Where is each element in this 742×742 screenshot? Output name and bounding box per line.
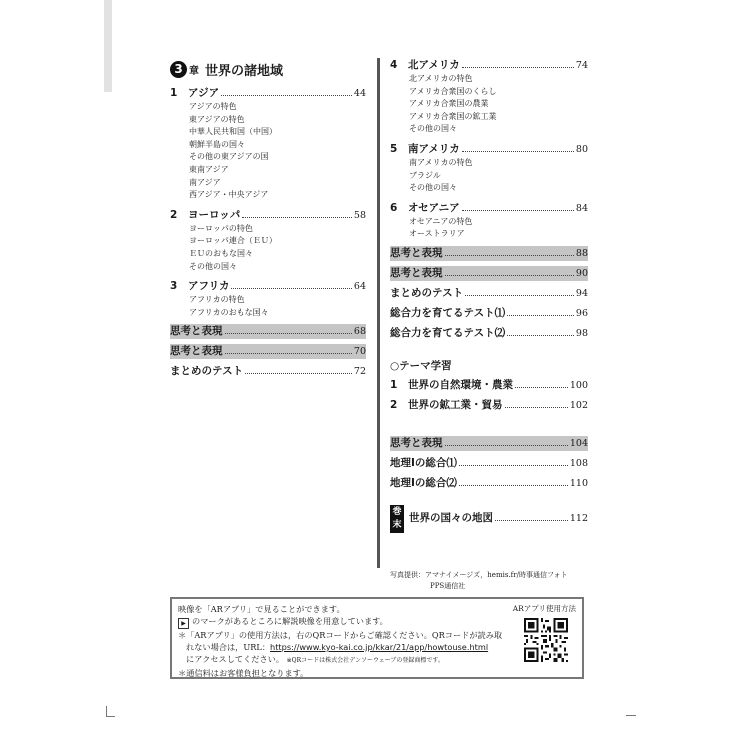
leader-dots (445, 255, 574, 256)
subsection-list (170, 294, 366, 319)
entry-page: 64 (353, 281, 366, 293)
entry-title: 総合力を育てるテスト⑴ (390, 306, 506, 319)
chapter-title: 世界の諸地域 (205, 63, 284, 79)
leader-dots (459, 485, 568, 486)
section-heading[interactable] (170, 279, 366, 294)
entry-page: 72 (353, 366, 366, 378)
toc-section (170, 208, 366, 273)
final-extra-list (390, 436, 588, 491)
extra-entry[interactable] (390, 306, 588, 321)
extra-entry[interactable] (390, 456, 588, 471)
qr-code-icon[interactable] (524, 617, 568, 663)
entry-number: 3 (170, 280, 178, 293)
subsection-item: アフリカのおもな国々 (189, 307, 269, 317)
entry-page: 98 (575, 327, 588, 339)
leader-dots (445, 275, 574, 276)
subsection-item: オーストラリア (409, 229, 465, 239)
subsection-list (170, 101, 366, 202)
leader-dots (507, 315, 574, 316)
subsection-list (390, 73, 588, 136)
extra-entry[interactable] (390, 266, 588, 281)
subsection-item: 南アジア (189, 177, 221, 187)
entry-page: 94 (575, 287, 588, 299)
toc-section (390, 142, 588, 195)
entry-page: 74 (575, 60, 588, 71)
leader-dots (495, 520, 568, 521)
appendix-entry[interactable] (390, 505, 588, 533)
entry-number: 2 (170, 208, 178, 221)
notice-line-4 (178, 641, 518, 653)
leader-dots (505, 407, 568, 408)
chapter-suffix: 章 (189, 65, 199, 77)
entry-title: 地理Ⅰの総合⑵ (390, 476, 457, 489)
subsection-item: ヨーロッパの特色 (189, 223, 253, 233)
subsection-list (170, 223, 366, 273)
leader-dots (462, 67, 574, 68)
entry-page: 104 (569, 437, 588, 449)
leader-dots (245, 373, 352, 374)
notice-line-1: 映像を「ARアプリ」で見ることができます。 (178, 604, 345, 614)
entry-title: 思考と表現 (390, 436, 443, 449)
notice-text (178, 603, 518, 679)
subsection-item: アフリカの特色 (189, 295, 245, 305)
entry-page: 110 (569, 477, 588, 489)
subsection-item: その他の国々 (409, 124, 457, 134)
right-extra-list (390, 246, 588, 341)
appendix-page: 112 (569, 513, 588, 525)
appendix-line (409, 511, 588, 526)
notice-line-3: ＊「ARアプリ」の使用方法は，右のQRコードからご確認ください。QRコードが読み取 (178, 630, 503, 640)
entry-title: 思考と表現 (170, 325, 223, 338)
theme-heading: ○テーマ学習 (390, 359, 452, 372)
ar-app-notice-box (170, 597, 584, 679)
section-heading[interactable] (390, 58, 588, 73)
entry-title: アフリカ (188, 280, 230, 293)
subsection-item: アメリカ合衆国の農業 (409, 99, 489, 109)
subsection-item: ＥＵのおもな国々 (189, 248, 253, 258)
subsection-item: 南アメリカの特色 (409, 157, 473, 167)
ar-mark-icon: ▶ (178, 618, 189, 629)
entry-title: 世界の自然環境・農業 (408, 378, 513, 391)
leader-dots (507, 335, 574, 336)
leader-dots (465, 295, 574, 296)
extra-entry[interactable] (390, 286, 588, 301)
subsection-item: アメリカ合衆国の鉱工業 (409, 111, 497, 121)
entry-title: 総合力を育てるテスト⑵ (390, 326, 506, 339)
credit-line-1: 写真提供：アマナイメージズ，hemis.fr/時事通信フォト (390, 571, 568, 579)
entry-page: 80 (575, 143, 588, 155)
toc-section (170, 279, 366, 319)
entry-page: 108 (569, 457, 588, 469)
leader-dots (445, 445, 568, 446)
entry-number: 4 (390, 59, 398, 71)
theme-entry[interactable] (390, 378, 588, 393)
notice-line-6: ＊通信料はお客様負担となります。 (178, 668, 309, 678)
section-heading[interactable] (170, 86, 366, 101)
extra-entry[interactable] (170, 324, 366, 339)
subsection-item: 北アメリカの特色 (409, 74, 473, 83)
right-section-list (390, 58, 588, 241)
subsection-item: アジアの特色 (189, 102, 237, 111)
subsection-list (390, 157, 588, 195)
entry-page: 100 (569, 379, 588, 391)
notice-line-4-prefix: れない場合は，URL： (186, 642, 271, 652)
appendix-title: 世界の国々の地図 (409, 512, 493, 525)
leader-dots (231, 288, 351, 289)
left-extra-list (170, 324, 366, 379)
section-heading[interactable] (390, 201, 588, 216)
entry-page: 96 (575, 307, 588, 319)
subsection-item: アメリカ合衆国のくらし (409, 86, 497, 96)
leader-dots (242, 217, 352, 218)
entry-number: 6 (390, 201, 398, 214)
leader-dots (459, 465, 568, 466)
section-heading[interactable] (390, 142, 588, 157)
photo-credit (390, 570, 568, 592)
subsection-item: 中華人民共和国（中国） (189, 127, 277, 137)
entry-title: 世界の鉱工業・貿易 (408, 398, 503, 411)
extra-entry[interactable] (390, 246, 588, 261)
entry-title: ヨーロッパ (188, 208, 241, 221)
entry-title: 北アメリカ (408, 59, 460, 71)
subsection-item: 朝鮮半島の国々 (189, 139, 245, 149)
entry-title: オセアニア (408, 201, 460, 214)
extra-entry[interactable] (170, 364, 366, 379)
subsection-list (390, 216, 588, 241)
entry-page: 70 (353, 346, 366, 358)
entry-page: 68 (353, 326, 366, 338)
entry-title: 思考と表現 (170, 345, 223, 358)
entry-page: 102 (569, 399, 588, 411)
crop-mark-bottom-left-h (106, 716, 115, 717)
toc-section (390, 201, 588, 241)
toc-left-column (170, 58, 366, 379)
extra-entry[interactable] (390, 476, 588, 491)
theme-entry[interactable] (390, 398, 588, 413)
entry-title: まとめのテスト (170, 365, 244, 378)
extra-entry[interactable] (390, 326, 588, 341)
subsection-item: ブラジル (409, 170, 441, 180)
theme-item-list (390, 378, 588, 413)
entry-number: 1 (170, 87, 178, 99)
notice-line-2 (178, 615, 518, 629)
entry-title: アジア (188, 87, 220, 99)
chapter-heading (170, 58, 366, 80)
subsection-item: 西アジア・中央アジア (189, 190, 269, 200)
leader-dots (225, 353, 352, 354)
entry-page: 88 (575, 247, 588, 259)
howto-url-link[interactable]: https://www.kyo-kai.co.jp/kkar/21/app/howtouse.html (270, 642, 489, 652)
notice-line-2-text: のマークがあるところに解説映像を用意しています。 (192, 616, 388, 626)
notice-line-5-text: にアクセスしてください。 (186, 654, 285, 664)
entry-number: 5 (390, 142, 398, 155)
subsection-item: 東南アジア (189, 164, 229, 174)
entry-page: 90 (575, 267, 588, 279)
appendix-badge (390, 505, 404, 533)
page-edge-shadow (104, 0, 112, 92)
qr-trademark-note: ※QRコードは株式会社デンソーウェーブの登録商標です。 (286, 657, 444, 664)
qr-label: ARアプリ使用方法 (512, 604, 576, 613)
entry-number: 2 (390, 398, 398, 411)
leader-dots (225, 333, 352, 334)
entry-title: まとめのテスト (390, 286, 464, 299)
subsection-item: ヨーロッパ連合（ＥＵ） (189, 236, 277, 246)
subsection-item: 東アジアの特色 (189, 114, 245, 124)
leader-dots (462, 210, 574, 211)
notice-line-5 (178, 653, 518, 667)
credit-line-2: PPS通信社 (430, 582, 466, 590)
leader-dots (462, 151, 574, 152)
entry-title: 地理Ⅰの総合⑴ (390, 456, 457, 469)
toc-right-column (390, 58, 588, 533)
section-heading[interactable] (170, 208, 366, 223)
leader-dots (515, 387, 568, 388)
subsection-item: その他の東アジアの国 (189, 152, 269, 162)
entry-page: 58 (353, 209, 366, 221)
subsection-item: その他の国々 (409, 183, 457, 193)
crop-mark-bottom-right (626, 715, 636, 716)
appendix-badge-bottom: 末 (392, 519, 402, 530)
column-divider (377, 58, 380, 568)
appendix-badge-top: 巻 (392, 506, 402, 517)
subsection-item: その他の国々 (189, 261, 237, 271)
entry-title: 南アメリカ (408, 142, 460, 155)
entry-title: 思考と表現 (390, 266, 443, 279)
toc-section (390, 58, 588, 136)
toc-section (170, 86, 366, 202)
entry-title: 思考と表現 (390, 246, 443, 259)
chapter-number-badge: 3 (170, 61, 187, 78)
entry-page: 44 (353, 88, 366, 99)
subsection-item: オセアニアの特色 (409, 216, 473, 226)
leader-dots (221, 95, 352, 96)
entry-page: 84 (575, 202, 588, 214)
extra-entry[interactable] (170, 344, 366, 359)
left-section-list (170, 86, 366, 319)
extra-entry[interactable] (390, 436, 588, 451)
entry-number: 1 (390, 378, 398, 391)
